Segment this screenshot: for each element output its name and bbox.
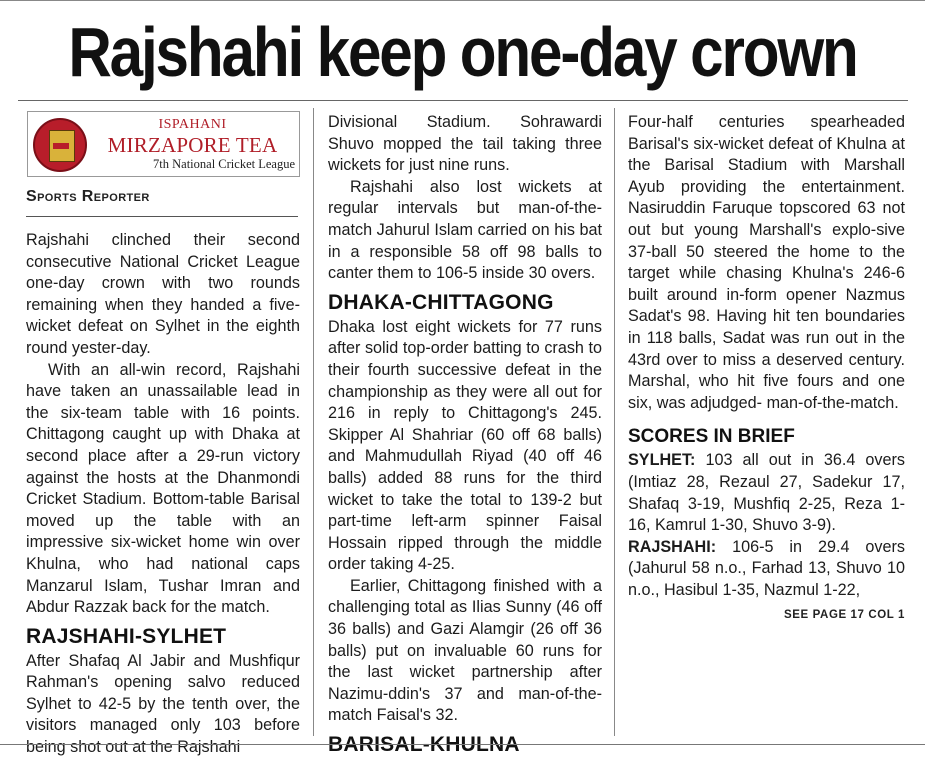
col2-paragraph-3: Dhaka lost eight wickets for 77 runs after solid top-order batting to crash to their fourth successive defeat in the championship as they were all out for 216 in reply to Chittagong's 245. Skipper Al Shahriar (60 off 68 balls) and Mahmudullah Riyad (40 off 46 balls) added 88 runs for the third wicket to take the total to 139-2 but part-time left-arm spinner Faisal Hossain ripped through the middle order taking 4-25. [328,317,602,574]
column-3 [628,112,905,627]
see-page-reference: SEE PAGE 17 COL 1 [784,609,905,622]
col2-paragraph-1: Divisional Stadium. Sohrawardi Shuvo mopped the tail taking three wickets for just nine runs. [328,113,602,175]
col1-paragraph-2: With an all-win record, Rajshahi have taken an unassailable lead in the six-team table with 16 points. Chittagong caught up with Dhaka at second place after a 29-run victory against the hosts at the Dhanmondi Cricket Stadium. Bottom-table Barisal moved up the table with an impressive six-wicket home win over Khulna, who had national caps Manzarul Islam, Tushar Imran and Abdur Razzak back for the match. [26,360,300,617]
subhead-dhaka-chittagong: DHAKA-CHITTAGONG [328,290,554,314]
column-divider-1 [313,108,314,736]
tea-packet-badge-icon [33,118,87,172]
scores-sylhet [628,450,905,536]
column-2 [328,112,602,759]
bottom-border [0,744,925,745]
scores-rajshahi [628,537,905,602]
sponsor-logo [27,111,300,177]
scores-in-brief-heading: SCORES IN BRIEF [628,426,795,448]
scores-rajshahi-label: RAJSHAHI: [628,537,717,556]
column-divider-2 [614,108,615,736]
col2-paragraph-2: Rajshahi also lost wickets at regular intervals but man-of-the-match Jahurul Islam carried on his bat in a responsible 58 off 98 balls to canter them to 106-5 inside 30 overs. [328,177,602,283]
sponsor-line-3: 7th National Cricket League [153,157,295,171]
col1-paragraph-3: After Shafaq Al Jabir and Mushfiqur Rahman's opening salvo reduced Sylhet to 42-5 by the tenth over, the visitors managed only 103 before being shot out at the Rajshahi [26,651,300,757]
scores-sylhet-text: 103 all out in 36.4 overs (Imtiaz 28, Rezaul 27, Sadekur 17, Shafaq 3-19, Mushfiq 2-25, Reza 1-16, Kamrul 1-30, Shuvo 3-9). [628,451,905,535]
byline: Sports Reporter [26,188,150,205]
headline: Rajshahi keep one-day crown [68,13,857,91]
sponsor-line-2: MIRZAPORE TEA [107,133,278,157]
col3-paragraph-1: Four-half centuries spearheaded Barisal's six-wicket defeat of Khulna at the Barisal Stadium with Marshall Ayub providing the entertainment. Nasiruddin Faruque topscored 63 not out but young Marshall's explo-sive 37-ball 50 steered the home to the target while chasing Khulna's 246-6 built around in-form opener Nazmus Sadat's 98. Having hit ten boundaries in 118 balls, Sadat was run out in the 43rd over to miss a deserved century. Marshal, who hit five fours and one six, was adjudged- man-of-the-match. [628,113,905,412]
sponsor-line-1: ISPAHANI [158,117,227,132]
col2-paragraph-4: Earlier, Chittagong finished with a challenging total as Ilias Sunny (46 off 36 balls) and Gazi Alamgir (26 off 36 balls) put on invaluable 60 runs for the last wicket partnership after Nazimu-ddin's 37 and man-of-the-match Faisal's 32. [328,576,602,725]
subhead-rajshahi-sylhet: RAJSHAHI-SYLHET [26,624,227,648]
top-border [0,0,925,1]
column-1 [26,230,300,759]
col1-paragraph-1: Rajshahi clinched their second consecutive National Cricket League one-day crown with two rounds remaining when they handed a five-wicket defeat on Sylhet in the eighth round yester-day. [26,231,300,357]
scores-sylhet-label: SYLHET: [628,451,696,470]
byline-rule [26,216,298,217]
headline-rule [18,100,908,101]
subhead-barisal-khulna: BARISAL-KHULNA [328,733,520,757]
scores-rajshahi-text: 106-5 in 29.4 overs (Jahurul 58 n.o., Farhad 13, Shuvo 10 n.o., Hasibul 1-35, Nazmul 1-22, [628,537,905,599]
